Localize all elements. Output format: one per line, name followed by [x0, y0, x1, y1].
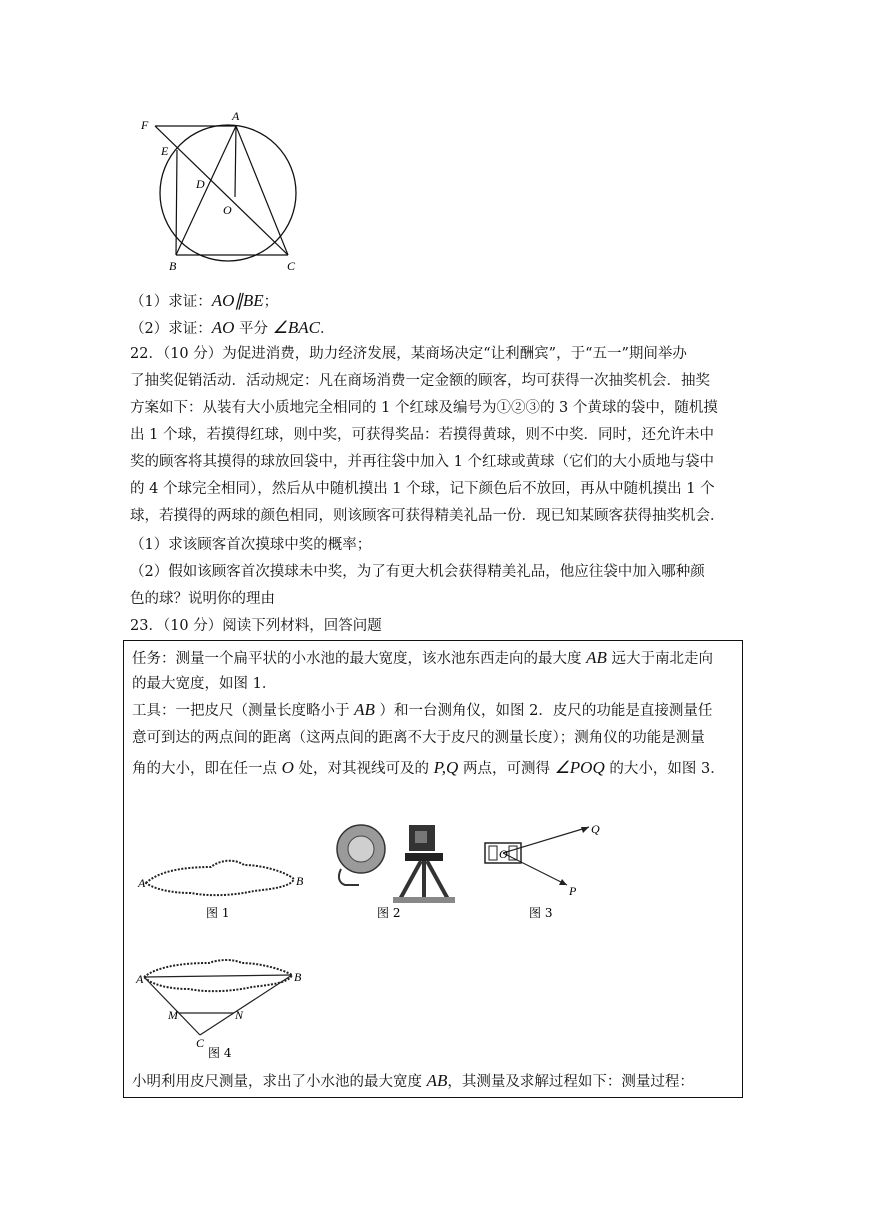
ground-shadow — [393, 897, 455, 903]
q22-line: 色的球？说明你的理由 — [130, 591, 275, 607]
pond-outline — [146, 861, 294, 895]
tripod-leg-left — [399, 861, 421, 901]
q21-part2-text: （2）求证： — [130, 321, 212, 337]
q22-line: 方案如下：从装有大小质地完全相同的 1 个红球及编号为①②③的 3 个黄球的袋中，随机摸 — [130, 400, 718, 416]
q21-part1-text: （1）求证： — [130, 294, 212, 310]
q22-line: 出 1 个球，若摸得红球，则中奖，可获得奖品：若摸得黄球，则不中奖．同时，还允许未中 — [130, 427, 714, 443]
tool-line-3 — [132, 757, 725, 780]
fig4-label-m: M — [168, 1008, 178, 1022]
q23-title: 23．（10 分）阅读下列材料，回答问题 — [130, 618, 382, 634]
q22-line: （1）求该顾客首次摸球中奖的概率； — [130, 537, 372, 553]
tool3-text-d: 的大小，如图 3． — [604, 761, 725, 777]
figure-1 — [136, 853, 306, 923]
geometry-figure — [135, 105, 315, 280]
q22-line: 的 4 个球完全相同），然后从中随机摸出 1 个球，记下颜色后不放回，再从中随机摸出 1 个 — [130, 481, 715, 497]
q21-part1 — [130, 290, 278, 313]
task-line-2: 的最大宽度，如图 1． — [132, 676, 277, 692]
tool-text-a: 工具：一把皮尺（测量长度略小于 — [132, 703, 355, 719]
tool3-text-a: 角的大小，即在任一点 — [132, 761, 282, 777]
label-e: E — [161, 144, 169, 158]
figure-4 — [134, 959, 304, 1059]
q21-part1-end: ； — [263, 294, 279, 310]
q21-part2-mid: 平分 — [234, 321, 273, 337]
tool-math: AB — [354, 700, 375, 719]
fig3-caption: 图 3 — [529, 906, 553, 920]
ray-op — [503, 853, 567, 885]
segment-ao — [235, 126, 236, 197]
tape-measure-hub — [348, 836, 374, 862]
segment-ab — [144, 975, 292, 977]
arrow-q — [581, 827, 589, 833]
segment-ab — [176, 126, 236, 255]
segment-ac — [236, 126, 288, 255]
label-b: B — [169, 259, 177, 273]
fig1-caption: 图 1 — [206, 906, 230, 920]
measure-text-b: ，其测量及求解过程如下：测量过程： — [447, 1074, 694, 1090]
fig4-label-a: A — [136, 972, 144, 986]
segment-ac — [144, 977, 200, 1035]
label-f: F — [141, 118, 149, 132]
tripod-leg-right — [427, 861, 449, 901]
ray-oq — [503, 827, 589, 853]
tool-text-b: ）和一台测角仪，如图 2．皮尺的功能是直接测量任 — [374, 703, 713, 719]
tool3-math-o: O — [281, 758, 294, 777]
tool3-math-angle: ∠POQ — [554, 758, 605, 777]
fig4-caption: 图 4 — [208, 1046, 232, 1059]
theodolite-base — [405, 853, 443, 861]
fig1-label-a: A — [138, 876, 146, 890]
circle — [160, 125, 296, 261]
fig3-label-q: Q — [591, 822, 600, 836]
q21-part2-math2: ∠BAC — [272, 318, 320, 337]
segment-be — [176, 150, 177, 255]
q22-line: 奖的顾客将其摸得的球放回袋中，并再往袋中加入 1 个红球或黄球（它们的大小质地与袋中 — [130, 454, 714, 470]
fig4-label-c: C — [196, 1036, 205, 1050]
label-c: C — [287, 259, 296, 273]
instrument-lens-left — [489, 846, 497, 860]
figure-2 — [329, 821, 459, 923]
measure-text-a: 小明利用皮尺测量，求出了小水池的最大宽度 — [132, 1074, 427, 1090]
label-o: O — [223, 203, 232, 217]
q22-line: 22．（10 分）为促进消费，助力经济发展，某商场决定“让利酬宾”，于“五一”期间举办 — [130, 346, 687, 362]
q21-part2 — [130, 317, 334, 340]
task-line-1 — [132, 647, 713, 670]
fig1-label-b: B — [296, 874, 304, 888]
fig3-label-o: O — [499, 847, 508, 861]
theodolite-lens — [415, 831, 427, 843]
figure-3 — [479, 821, 609, 923]
tool3-math-pq: P,Q — [433, 758, 459, 777]
task-math: AB — [586, 648, 607, 667]
q21-part2-math1: AO — [211, 318, 235, 337]
q22-line: 了抽奖促销活动．活动规定：凡在商场消费一定金额的顾客，均可获得一次抽奖机会．抽奖 — [130, 373, 710, 389]
label-d: D — [196, 177, 205, 191]
q21-part1-math: AO∥BE — [211, 291, 264, 310]
tool-line-2: 意可到达的两点间的距离（这两点间的距离不大于皮尺的测量长度）；测角仪的功能是测量 — [132, 730, 705, 746]
segment-bc — [200, 975, 292, 1035]
fig4-label-b: B — [294, 970, 302, 984]
fig4-label-n: N — [235, 1008, 244, 1022]
tool3-text-b: 处，对其视线可及的 — [293, 761, 434, 777]
task-text-a: 任务：测量一个扁平状的小水池的最大宽度，该水池东西走向的最大度 — [132, 651, 587, 667]
task-text-b: 远大于南北走向 — [606, 651, 713, 667]
fig2-caption: 图 2 — [377, 906, 401, 920]
material-box — [123, 640, 743, 1098]
q22-line: （2）假如该顾客首次摸球未中奖，为了有更大机会获得精美礼品，他应往袋中加入哪种颜 — [130, 564, 705, 580]
tool-line-1 — [132, 699, 712, 722]
tool3-text-c: 两点，可测得 — [458, 761, 555, 777]
measure-line — [132, 1070, 694, 1093]
q21-part2-end: ． — [319, 321, 335, 337]
measure-math: AB — [426, 1071, 448, 1090]
q22-line: 球，若摸得的两球的颜色相同，则该顾客可获得精美礼品一份．现已知某顾客获得抽奖机会． — [130, 508, 725, 524]
fig3-label-p: P — [569, 884, 577, 898]
label-a: A — [232, 109, 240, 123]
